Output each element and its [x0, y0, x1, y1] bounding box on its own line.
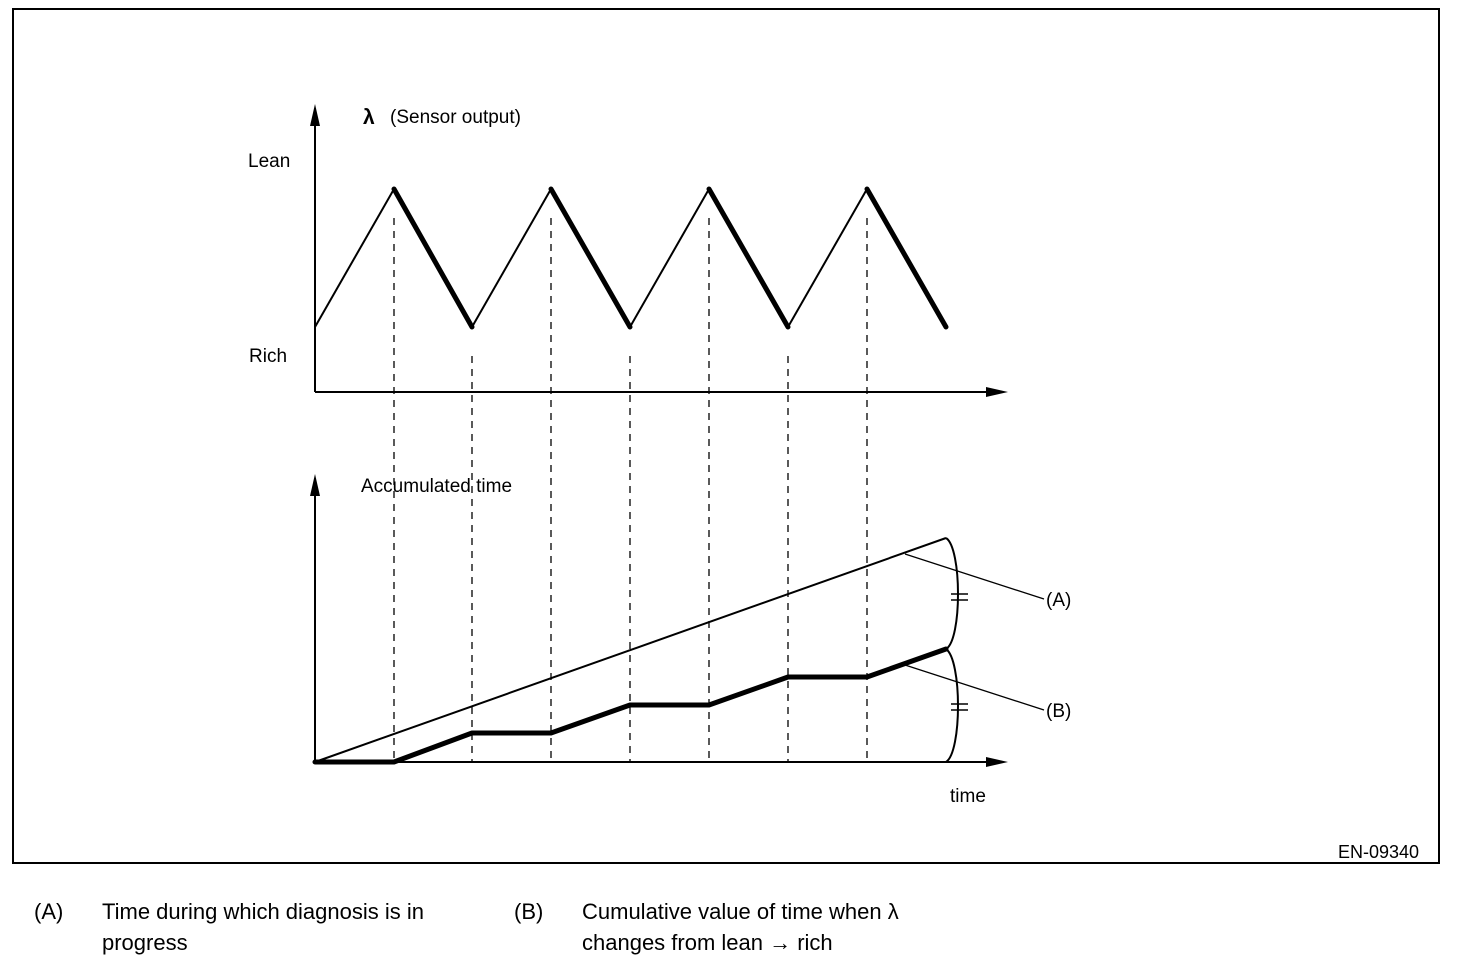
sensor-output-title: (Sensor output)	[390, 107, 521, 128]
lean-label: Lean	[248, 151, 291, 172]
callout-a: (A)	[1046, 590, 1072, 611]
legend-b-line2: changes from lean → rich	[582, 930, 833, 955]
legend-a-line2: progress	[102, 930, 188, 955]
rich-label: Rich	[249, 346, 288, 367]
legend-b-line1: Cumulative value of time when λ	[582, 899, 899, 924]
top-y-axis-arrow	[310, 104, 320, 126]
callout-b: (B)	[1046, 701, 1072, 722]
legend-b	[514, 896, 974, 960]
legend-a-tag: (A)	[34, 899, 64, 924]
sensor-output-chart	[248, 104, 1008, 397]
equal-mark-b	[951, 704, 968, 710]
legend-b-tag: (B)	[514, 899, 544, 924]
brace-b	[946, 649, 958, 762]
top-x-axis-arrow	[986, 387, 1008, 397]
lambda-symbol: λ	[363, 106, 375, 129]
accumulated-time-title: Accumulated time	[361, 476, 513, 497]
legend-a-line1: Time during which diagnosis is in	[102, 899, 424, 924]
figure-code: EN-09340	[1338, 842, 1420, 862]
diagnosis-time-line	[315, 538, 946, 762]
time-axis-label: time	[950, 786, 986, 807]
legend-a	[34, 896, 494, 960]
cumulative-lean-to-rich-line	[315, 649, 946, 762]
leader-line-a	[905, 554, 1044, 599]
equal-mark-a	[951, 594, 968, 600]
accumulated-time-chart	[310, 474, 1071, 807]
bottom-x-axis-arrow	[986, 757, 1008, 767]
leader-line-b	[905, 665, 1044, 710]
bottom-y-axis-arrow	[310, 474, 320, 496]
